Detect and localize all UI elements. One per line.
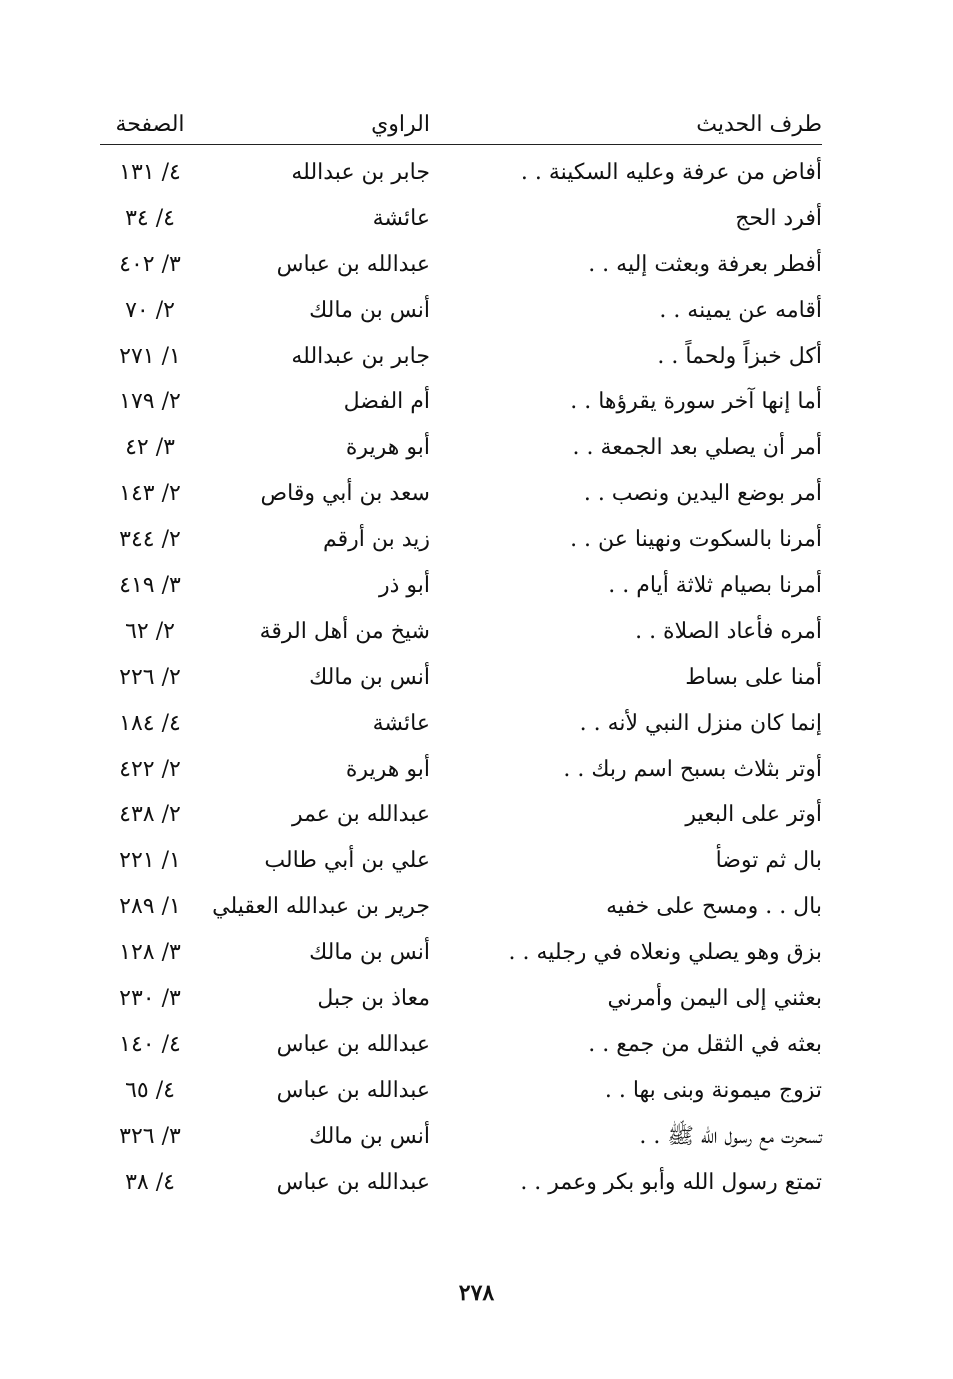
- narrator-cell: أبو هريرة: [345, 435, 430, 461]
- hadith-cell: أوتر بثلاث بسبح اسم ربك . .: [563, 756, 822, 782]
- table-row: [100, 196, 822, 242]
- narrator-cell: معاذ بن جبل: [317, 986, 430, 1012]
- narrator-cell: سعد بن أبي وقاص: [260, 481, 430, 507]
- page-cell: ٤/ ٣٨: [125, 1169, 175, 1195]
- table-row: [100, 747, 822, 793]
- hadith-cell: تزوج ميمونة وبنى بها . .: [604, 1077, 822, 1103]
- table-row: [100, 471, 822, 517]
- page-cell: ٤/ ١٨٤: [119, 710, 181, 736]
- page-cell: ١/ ٢٨٩: [119, 894, 181, 920]
- page-cell: ٤/ ٣٤: [125, 205, 175, 231]
- narrator-cell: أم الفضل: [343, 389, 430, 415]
- narrator-cell: زيد بن أرقم: [322, 527, 430, 553]
- table-row: [100, 425, 822, 471]
- page-cell: ٢/ ٦٢: [125, 618, 175, 644]
- hadith-cell: تسحرت مع رسول الله ﷺ . .: [639, 1123, 822, 1149]
- table-header: [100, 108, 822, 142]
- header-page: الصفحة: [115, 112, 185, 137]
- page-cell: ١/ ٢٢١: [119, 848, 181, 874]
- narrator-cell: أنس بن مالك: [309, 940, 430, 966]
- page-cell: ٣/ ٤٠٢: [119, 251, 181, 277]
- table-row: [100, 930, 822, 976]
- narrator-cell: عائشة: [372, 205, 430, 231]
- table-row: [100, 655, 822, 701]
- page-cell: ٢/ ٢٢٦: [119, 664, 181, 690]
- table-row: [100, 1114, 822, 1160]
- hadith-cell: أمره فأعاد الصلاة . .: [635, 618, 822, 644]
- hadith-cell: أمرنا بصيام ثلاثة أيام . .: [608, 573, 822, 599]
- hadith-cell: إنما كان منزل النبي لأنه . .: [579, 710, 822, 736]
- narrator-cell: أنس بن مالك: [309, 297, 430, 323]
- page-cell: ٤/ ١٣١: [119, 160, 181, 185]
- hadith-cell: أمر بوضع اليدين ونصب . .: [583, 481, 822, 507]
- hadith-cell: أوتر على البعير: [685, 802, 822, 828]
- table-row: [100, 792, 822, 838]
- table-row: [100, 334, 822, 380]
- table-row: [100, 1160, 822, 1206]
- header-divider: [100, 144, 822, 145]
- table-row: [100, 701, 822, 747]
- table-row: [100, 976, 822, 1022]
- page-cell: ٢/ ٣٤٤: [119, 527, 181, 553]
- table-row: [100, 150, 822, 196]
- narrator-cell: علي بن أبي طالب: [264, 848, 430, 874]
- narrator-cell: عبدالله بن عباس: [276, 1031, 430, 1057]
- hadith-cell: أمرنا بالسكوت ونهينا عن . .: [570, 527, 822, 553]
- table-row: [100, 379, 822, 425]
- narrator-cell: جابر بن عبدالله: [291, 343, 430, 369]
- table-row: [100, 609, 822, 655]
- page-cell: ٤/ ٦٥: [125, 1077, 175, 1103]
- narrator-cell: جرير بن عبدالله العقيلي: [212, 894, 430, 920]
- header-narrator: الراوي: [371, 112, 430, 137]
- hadith-cell: أفرد الحج: [735, 205, 822, 231]
- page-cell: ٢/ ٧٠: [125, 297, 175, 323]
- hadith-cell: أكل خبزاً ولحماً . .: [657, 343, 822, 369]
- narrator-cell: عبدالله بن عباس: [276, 251, 430, 277]
- hadith-cell: بال . . ومسح على خفيه: [606, 894, 822, 920]
- page-cell: ٣/ ٣٢٦: [119, 1123, 181, 1149]
- table-row: [100, 1022, 822, 1068]
- narrator-cell: عبدالله بن عمر: [291, 802, 430, 828]
- hadith-cell: بال ثم توضأ: [715, 848, 822, 874]
- page-cell: ٢/ ١٧٩: [119, 389, 181, 415]
- hadith-cell: أفطر بعرفة وبعثت إليه . .: [588, 251, 822, 277]
- hadith-cell: أما إنها آخر سورة يقرؤها . .: [570, 389, 822, 415]
- header-hadith: طرف الحديث: [696, 112, 822, 137]
- narrator-cell: أنس بن مالك: [309, 1123, 430, 1149]
- page-cell: ٣/ ٢٣٠: [119, 986, 181, 1012]
- table-row: [100, 242, 822, 288]
- page-cell: ٣/ ٤٢: [125, 435, 175, 461]
- page-cell: ٤/ ١٤٠: [119, 1031, 181, 1057]
- table-row: [100, 1068, 822, 1114]
- page-cell: ٢/ ٤٢٢: [119, 756, 181, 782]
- narrator-cell: عبدالله بن عباس: [276, 1077, 430, 1103]
- page-cell: ٢/ ٤٣٨: [119, 802, 181, 828]
- narrator-cell: عائشة: [372, 710, 430, 736]
- table-row: [100, 884, 822, 930]
- narrator-cell: أبو هريرة: [345, 756, 430, 782]
- index-table: [100, 150, 822, 1205]
- table-row: [100, 838, 822, 884]
- page-cell: ٣/ ١٢٨: [119, 940, 181, 966]
- narrator-cell: عبدالله بن عباس: [276, 1169, 430, 1195]
- hadith-cell: أقامه عن يمينه . .: [659, 297, 822, 323]
- page-cell: ٢/ ١٤٣: [119, 481, 181, 507]
- table-row: [100, 517, 822, 563]
- hadith-cell: بعثني إلى اليمن وأمرني: [607, 986, 822, 1012]
- page-cell: ٣/ ٤١٩: [119, 573, 181, 599]
- page-number: ٢٧٨: [458, 1280, 495, 1306]
- narrator-cell: جابر بن عبدالله: [291, 160, 430, 185]
- hadith-cell: أمنا على بساط: [685, 664, 822, 690]
- hadith-cell: بزق وهو يصلي ونعلاه في رجليه . .: [508, 940, 822, 966]
- page-cell: ١/ ٢٧١: [119, 343, 181, 369]
- narrator-cell: شيخ من أهل الرقة: [259, 618, 430, 644]
- hadith-cell: تمتع رسول الله وأبو بكر وعمر . .: [520, 1169, 822, 1195]
- table-row: [100, 288, 822, 334]
- narrator-cell: أبو ذر: [378, 573, 430, 599]
- hadith-cell: بعثه في الثقل من جمع . .: [588, 1031, 822, 1057]
- narrator-cell: أنس بن مالك: [309, 664, 430, 690]
- hadith-cell: أمر أن يصلي بعد الجمعة . .: [572, 435, 822, 461]
- table-row: [100, 563, 822, 609]
- hadith-cell: أفاض من عرفة وعليه السكينة . .: [520, 160, 822, 185]
